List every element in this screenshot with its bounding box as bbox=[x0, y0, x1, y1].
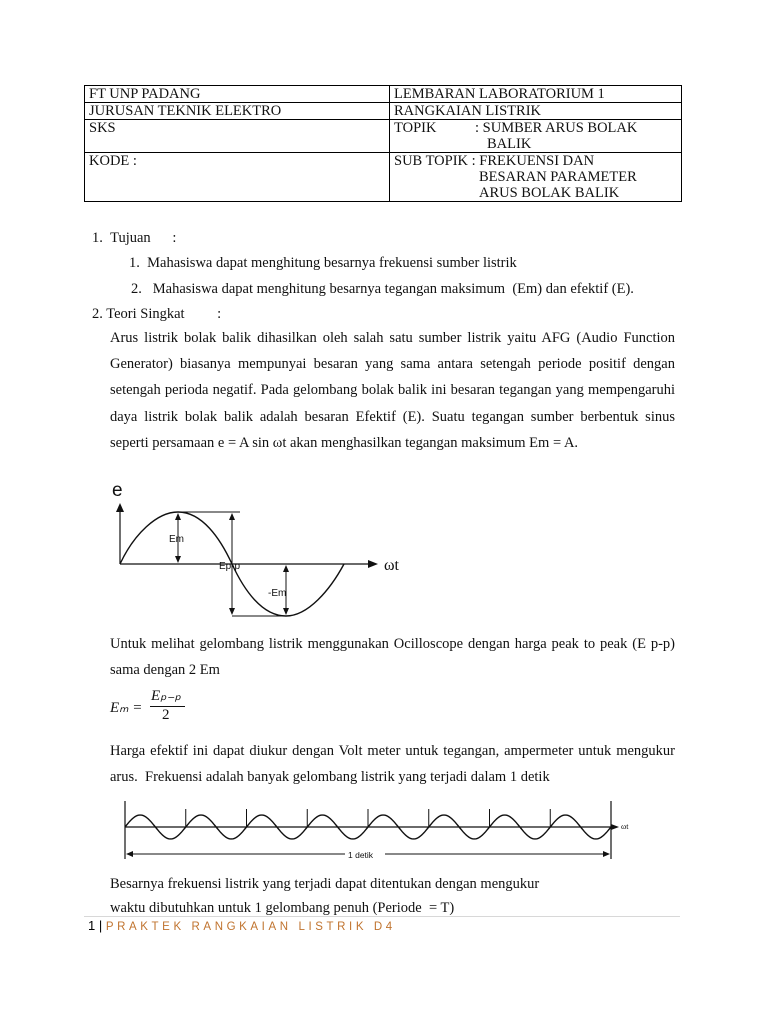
axis-label-e: e bbox=[112, 480, 123, 501]
em-arrow-up bbox=[175, 513, 181, 520]
neg-em-arrow-up bbox=[283, 565, 289, 572]
header-cell: KODE : bbox=[85, 153, 390, 202]
header-row bbox=[85, 120, 682, 153]
header-cell-subtopik bbox=[390, 153, 682, 202]
section-heading-teori: 2. Teori Singkat : bbox=[92, 306, 222, 322]
epp-arrow-up bbox=[229, 513, 235, 520]
header-cell: RANGKAIAN LISTRIK bbox=[390, 103, 682, 120]
section-heading-tujuan: 1. Tujuan : bbox=[92, 230, 177, 246]
header-row bbox=[85, 86, 682, 103]
axis-label-omega-t: ωt bbox=[384, 557, 399, 574]
duration-label: 1 detik bbox=[348, 850, 374, 860]
header-cell: SKS bbox=[85, 120, 390, 153]
wave-ticks bbox=[186, 809, 551, 827]
header-cell: JURUSAN TEKNIK ELEKTRO bbox=[85, 103, 390, 120]
header-row bbox=[85, 153, 682, 202]
label-em: Em bbox=[169, 534, 184, 545]
list-item: 1. Mahasiswa dapat menghitung besarnya frekuensi sumber listrik bbox=[129, 255, 517, 271]
formula-lhs: Eₘ = bbox=[110, 700, 143, 716]
topik-label: TOPIK bbox=[394, 120, 437, 136]
wave-axis-label: ωt bbox=[621, 822, 629, 831]
paragraph-line: Besarnya frekuensi listrik yang terjadi dapat ditentukan dengan mengukur bbox=[110, 876, 540, 892]
topik-continuation: BALIK bbox=[487, 136, 532, 152]
duration-arrow-right bbox=[603, 851, 610, 857]
header-table bbox=[84, 85, 682, 202]
paragraph: Untuk melihat gelombang listrik menggunakan Ocilloscope dengan harga peak to peak (E p-p) sama dengan 2 Em bbox=[110, 636, 675, 679]
paragraph: Arus listrik bolak balik dihasilkan oleh salah satu sumber listrik yaitu AFG (Audio Function Generator) biasanya mempunyai besaran yang sama antara setengah periode positif dengan setengah perioda negatif. Pada gelombang bolak balik ini besaran tegangan yang mempengaruhi daya listrik bolak balik adalah besaran Efektif (E). Suatu tegangan sumber berbentuk sinus seperti persamaan e = A sin ωt akan menghasilkan tegangan maksimum Em = A. bbox=[110, 330, 675, 451]
footer-title: PRAKTEK RANGKAIAN LISTRIK D4 bbox=[105, 921, 396, 933]
subtopik-line: BESARAN PARAMETER bbox=[479, 169, 637, 185]
page-footer bbox=[88, 918, 396, 933]
y-axis-arrowhead bbox=[116, 503, 124, 512]
header-row bbox=[85, 103, 682, 120]
epp-arrow-down bbox=[229, 608, 235, 615]
header-cell-topik bbox=[390, 120, 682, 153]
formula-denominator: 2 bbox=[162, 707, 170, 723]
topik-line bbox=[394, 120, 677, 136]
list-item: 2. Mahasiswa dapat menghitung besarnya tegangan maksimum (Em) dan efektif (E). bbox=[131, 281, 634, 297]
paragraph: Harga efektif ini dapat diukur dengan Volt meter untuk tegangan, ampermeter untuk mengukur arus. Frekuensi adalah banyak gelombang listrik yang terjadi dalam 1 detik bbox=[110, 743, 675, 786]
x-axis-arrowhead bbox=[368, 560, 378, 568]
paragraph-line: waktu dibutuhkan untuk 1 gelombang penuh (Periode = T) bbox=[110, 900, 455, 916]
duration-arrow-left bbox=[126, 851, 133, 857]
neg-em-arrow-down bbox=[283, 608, 289, 615]
sine-wave-figure bbox=[112, 478, 412, 622]
frequency-wave-figure bbox=[117, 793, 637, 865]
subtopik-line: ARUS BOLAK BALIK bbox=[479, 185, 620, 201]
footer-divider bbox=[84, 916, 680, 917]
em-arrow-down bbox=[175, 556, 181, 563]
label-neg-em: -Em bbox=[268, 588, 287, 599]
page-number: 1 | bbox=[88, 918, 103, 933]
subtopik-line: SUB TOPIK : FREKUENSI DAN bbox=[394, 153, 595, 169]
topik-value: : SUMBER ARUS BOLAK bbox=[475, 120, 638, 136]
formula-numerator: Eₚ₋ₚ bbox=[151, 688, 181, 704]
header-cell: FT UNP PADANG bbox=[85, 86, 390, 103]
header-cell: LEMBARAN LABORATORIUM 1 bbox=[390, 86, 682, 103]
wave-axis-arrowhead bbox=[611, 824, 619, 830]
label-epp: Ep-p bbox=[219, 561, 241, 572]
